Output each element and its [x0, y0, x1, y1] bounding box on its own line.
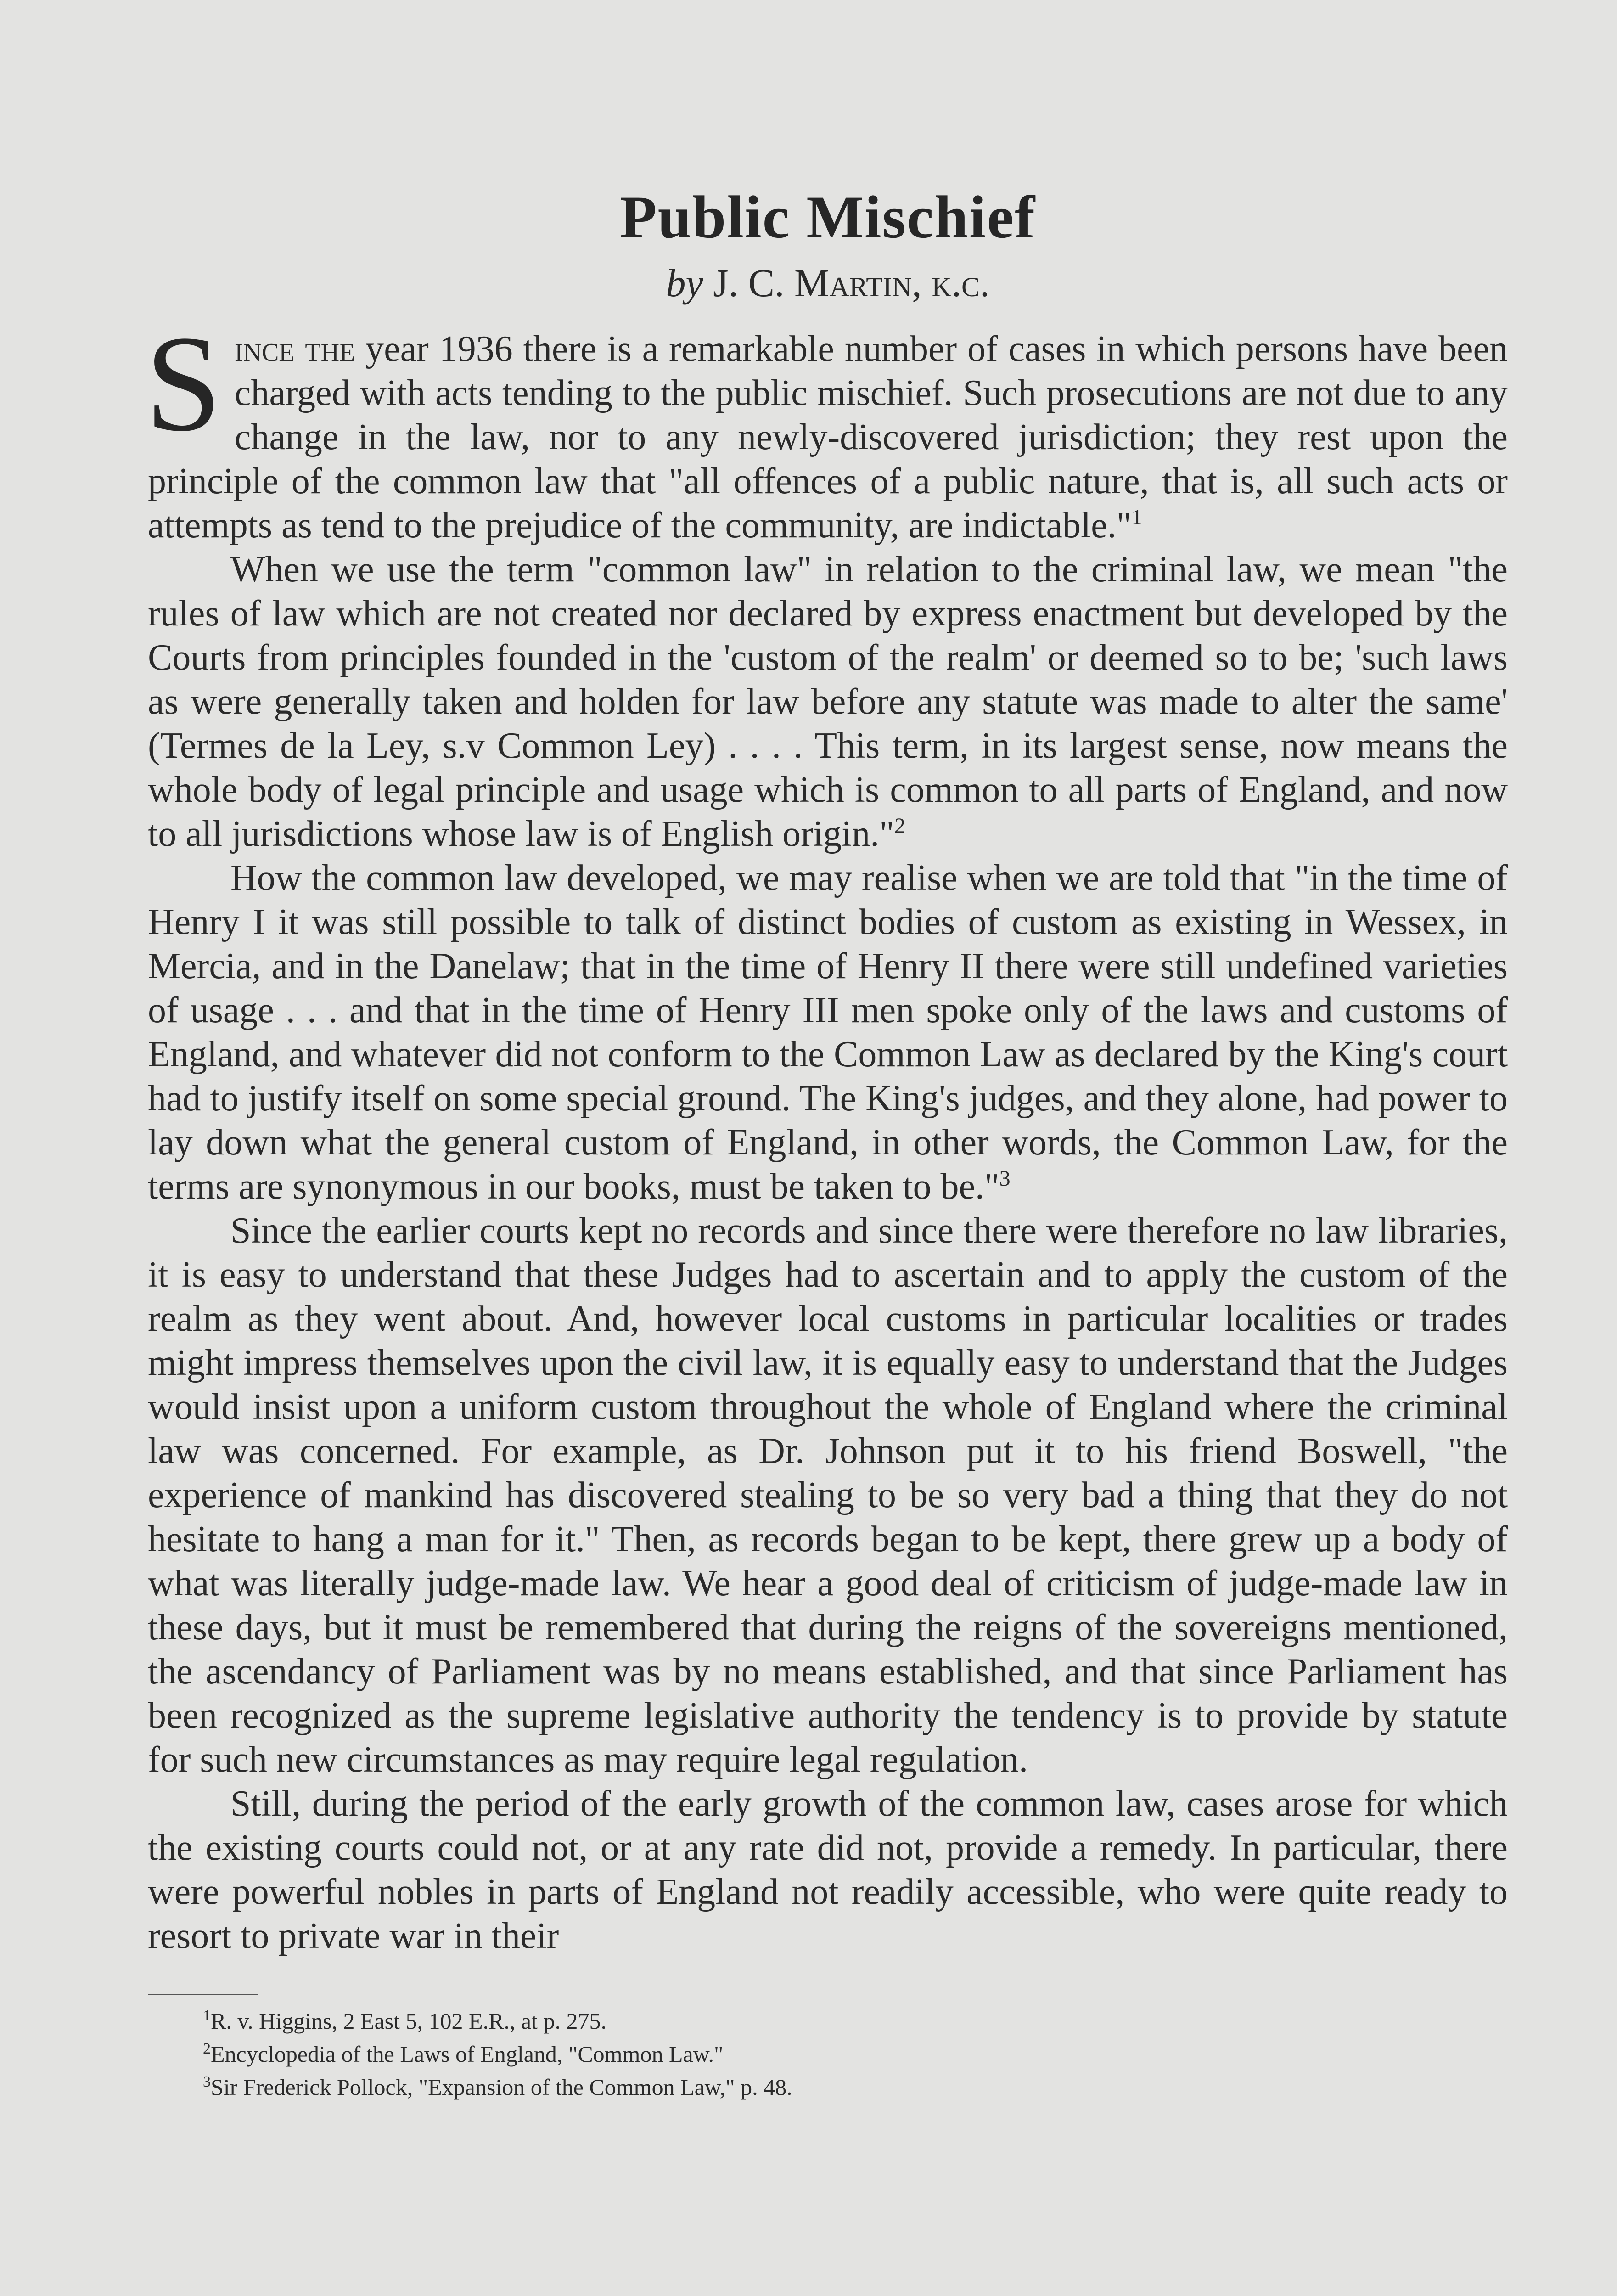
footnote-text: Sir Frederick Pollock, "Expansion of the Common Law," p. 48. [211, 2074, 792, 2100]
article [145, 183, 1508, 2104]
footnote-2 [203, 2037, 1508, 2071]
article-body [145, 307, 1508, 1958]
footnote-ref: 3 [999, 1166, 1011, 1191]
byline-author-initials: J. C. [713, 261, 794, 305]
drop-cap: S [145, 307, 222, 460]
footnote-mark: 1 [203, 2007, 211, 2025]
paragraph-3 [148, 856, 1508, 1209]
paragraph-text: How the common law developed, we may realise when we are told that "in the time of Henry I it was still possible to talk of distinct bodies of custom as existing in Wessex, in Mercia, and in the Danelaw; that in the time of Henry II there were still undefined varieties of usage . . . and that in the time of Henry III men spoke only of the laws and customs of England, and whatever did not conform to the Common Law as declared by the King's court had to justify itself on some special ground. The King's judges, and they alone, had power to lay down what the general custom of England, in other words, the Common Law, for the terms are synonymous in our books, must be taken to be." [148, 858, 1508, 1207]
footnote-mark: 2 [203, 2040, 211, 2058]
paragraph-text: Still, during the period of the early growth of the common law, cases arose for which the existing courts could not, or at any rate did not, provide a remedy. In particular, there were powerful nobles in parts of England not readily accessible, who were quite ready to resort to private war in their [148, 1784, 1508, 1957]
paragraph-text: year 1936 there is a remarkable number of cases in which persons have been charged with acts tending to the public mischief. Such prosecutions are not due to any change in the law, nor to any newly-discovered jurisdiction; they rest upon the principle of the common law that "all offences of a public nature, that is, all such acts or attempts as tend to the prejudice of the community, are indictable." [148, 329, 1508, 546]
lead-words: ince the [234, 329, 355, 370]
byline [148, 259, 1508, 307]
paragraph-text: When we use the term "common law" in relation to the criminal law, we mean "the rules of law which are not created nor declared by express enactment but developed by the Courts from principles founded in the 'custom of the realm' or deemed so to be; 'such laws as were generally taken and holden for law before any statute was made to alter the same' (Termes de la Ley, s.v Common Ley) . . . . This term, in its largest sense, now means the whole body of legal principle and usage which is common to all parts of England, and now to all jurisdictions whose law is of English origin." [148, 549, 1508, 855]
footnote-mark: 3 [203, 2073, 211, 2091]
footnote-text: R. v. Higgins, 2 East 5, 102 E.R., at p. 275. [211, 2008, 607, 2034]
footnote-1 [203, 2004, 1508, 2037]
paragraph-1 [145, 307, 1508, 547]
footnote-text: Encyclopedia of the Laws of England, "Common Law." [211, 2041, 724, 2067]
paragraph-4 [148, 1209, 1508, 1782]
article-title: Public Mischief [619, 183, 1036, 251]
footnote-rule [148, 1994, 258, 1995]
byline-suffix: k.c. [932, 261, 990, 305]
footnotes [148, 2004, 1508, 2104]
paragraph-text: Since the earlier courts kept no records and since there were therefore no law libraries, it is easy to understand that these Judges had to ascertain and to apply the custom of the realm as they went about. And, however local customs in particular localities or trades might impress themselves upon the civil law, it is equally easy to understand that the Judges would insist upon a uniform custom throughout the whole of England where the criminal law was concerned. For example, as Dr. Johnson put it to his friend Boswell, "the experience of mankind has discovered stealing to be so very bad a thing that they do not hesitate to hang a man for it." Then, as records began to be kept, there grew up a body of what was literally judge-made law. We hear a good deal of criticism of judge-made law in these days, but it must be remembered that during the reigns of the sovereigns mentioned, the ascendancy of Parliament was by no means established, and that since Parliament has been recognized as the supreme legislative authority the tendency is to provide by statute for such new circumstances as may require legal regulation. [148, 1210, 1508, 1780]
footnote-ref: 2 [894, 814, 905, 838]
byline-author-surname: Martin, [794, 261, 922, 305]
paragraph-2 [148, 547, 1508, 856]
footnote-ref: 1 [1131, 505, 1143, 530]
byline-by: by [666, 261, 703, 305]
footnote-3 [203, 2071, 1508, 2104]
paragraph-5 [148, 1782, 1508, 1958]
